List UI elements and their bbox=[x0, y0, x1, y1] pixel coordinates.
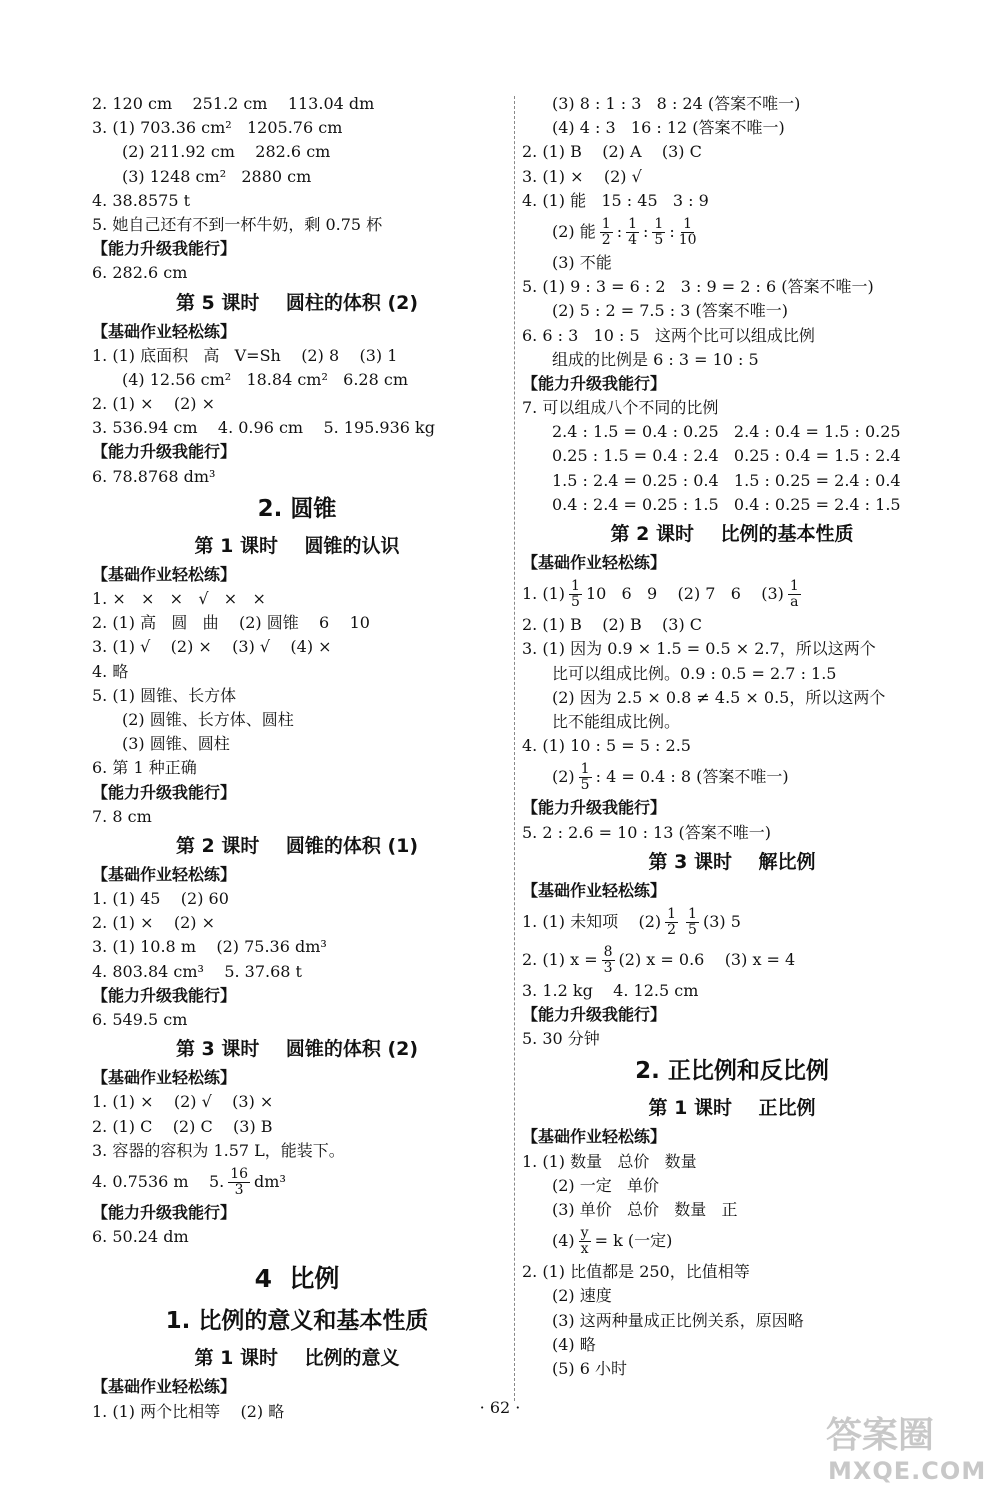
answer-line: (3) 这两种量成正比例关系，原因略 bbox=[552, 1310, 804, 1330]
answer-line: (3) 8 : 1 : 3 8 : 24 (答案不唯一) bbox=[552, 94, 801, 113]
fraction: $\frac{1}{2}$ bbox=[667, 905, 677, 938]
answer-line: (2) 一定 单价 bbox=[552, 1175, 660, 1195]
fraction: $\frac{1}{5}$ bbox=[654, 215, 664, 248]
watermark-logo bbox=[826, 1407, 994, 1489]
section-label: 【基础作业轻松练】 bbox=[522, 1127, 667, 1147]
answer-line: (4) 12.56 cm² 18.84 cm² 6.28 cm bbox=[122, 369, 408, 389]
unit-heading: 4 比例 bbox=[254, 1264, 340, 1294]
answer-line: 1.5 : 2.4 = 0.25 : 0.4 1.5 : 0.25 = 2.4 : 0.4 bbox=[552, 470, 901, 490]
section-label: 【能力升级我能行】 bbox=[92, 239, 237, 259]
answer-line: (2) 211.92 cm 282.6 cm bbox=[122, 142, 331, 162]
fraction: $\frac{1}{4}$ bbox=[628, 215, 637, 248]
answer-line: 4. 略 bbox=[92, 661, 129, 681]
section-label: 【能力升级我能行】 bbox=[522, 373, 667, 393]
answer-line: 2. (1) B (2) A (3) C bbox=[522, 142, 702, 162]
lesson-heading: 第 1 课时 比例的意义 bbox=[194, 1347, 400, 1370]
answer-line: 6. 549.5 cm bbox=[92, 1010, 188, 1029]
answer-line: 6. 第 1 种正确 bbox=[92, 758, 197, 778]
lesson-heading: 第 5 课时 圆柱的体积 (2) bbox=[175, 291, 419, 314]
answer-line: 2.4 : 1.5 = 0.4 : 0.25 2.4 : 0.4 = 1.5 : 0.25 bbox=[552, 422, 901, 442]
watermark-url: MXQE.COM bbox=[828, 1457, 987, 1485]
watermark-text: 答案圈 bbox=[826, 1415, 935, 1456]
page-number: · 62 · bbox=[479, 1398, 521, 1417]
answer-line: 7. 8 cm bbox=[92, 806, 152, 826]
answer-line: 6. 6 : 3 10 : 5 这两个比可以组成比例 bbox=[522, 325, 815, 345]
section-label: 【能力升级我能行】 bbox=[92, 985, 237, 1005]
answer-line: 1. (1) 未知项 (2) $\frac{1}{2}$ $\frac{1}{5}$ (3) 5 bbox=[522, 905, 741, 938]
answer-line: (5) 6 小时 bbox=[552, 1358, 628, 1378]
answer-line: (4) 4 : 3 16 : 12 (答案不唯一) bbox=[552, 118, 785, 138]
answer-line: 5. (1) 圆锥、长方体 bbox=[92, 685, 237, 705]
answer-line: 1. (1) 数量 总价 数量 bbox=[522, 1151, 697, 1171]
section-label: 【基础作业轻松练】 bbox=[92, 564, 237, 584]
chapter-heading: 2. 正比例和反比例 bbox=[635, 1058, 829, 1085]
fraction: $\frac{1}{a}$ bbox=[789, 578, 799, 611]
left-column bbox=[92, 92, 502, 1424]
answer-line: 6. 78.8768 dm³ bbox=[92, 466, 216, 486]
answer-line: 6. 282.6 cm bbox=[92, 263, 188, 283]
lesson-heading: 第 1 课时 正比例 bbox=[648, 1097, 816, 1120]
answer-line: (4) $\frac{y}{x}$ = k (一定) bbox=[552, 1225, 673, 1258]
section-label: 【基础作业轻松练】 bbox=[92, 864, 237, 884]
section-label: 【基础作业轻松练】 bbox=[92, 1068, 237, 1088]
section-label: 【基础作业轻松练】 bbox=[522, 880, 667, 900]
section-label: 【能力升级我能行】 bbox=[522, 1005, 667, 1025]
answer-line: 3. (1) 10.8 m (2) 75.36 dm³ bbox=[92, 937, 327, 957]
answer-line: (2) 因为 2.5 × 0.8 ≠ 4.5 × 0.5，所以这两个 bbox=[552, 687, 886, 707]
section-label: 【基础作业轻松练】 bbox=[522, 553, 667, 572]
answer-line: 0.4 : 2.4 = 0.25 : 1.5 0.4 : 0.25 = 2.4 : 1.5 bbox=[552, 494, 901, 514]
answer-line: 3. 536.94 cm 4. 0.96 cm 5. 195.936 kg bbox=[92, 418, 435, 438]
answer-line: 2. (1) x = $\frac{8}{3}$ (2) x = 0.6 (3) x = 4 bbox=[522, 943, 796, 976]
section-label: 【能力升级我能行】 bbox=[92, 782, 237, 802]
fraction: $\frac{y}{x}$ bbox=[580, 1225, 589, 1258]
chapter-heading: 1. 比例的意义和基本性质 bbox=[165, 1308, 429, 1335]
fraction: $\frac{1}{2}$ bbox=[601, 215, 611, 248]
answer-line: 4. 803.84 cm³ 5. 37.68 t bbox=[92, 961, 302, 981]
answer-line: 4. (1) 能 15 : 45 3 : 9 bbox=[522, 190, 709, 210]
section-label: 【基础作业轻松练】 bbox=[92, 1377, 237, 1397]
answer-line: (2) 能 $\frac{1}{2}$ : $\frac{1}{4}$ : $\frac{1}{5}$ : $\frac{1}{10}$ bbox=[552, 215, 697, 248]
answer-line: 2. (1) × (2) × bbox=[92, 913, 216, 933]
fraction: $\frac{1}{5}$ bbox=[580, 761, 590, 794]
section-label: 【能力升级我能行】 bbox=[522, 798, 667, 818]
answer-line: 4. (1) 10 : 5 = 5 : 2.5 bbox=[522, 736, 691, 756]
answer-line: 1. (1) $\frac{1}{5}$ 10 6 9 (2) 7 6 (3) $\frac{1}{a}$ bbox=[522, 578, 799, 611]
answer-line: (2) $\frac{1}{5}$ : 4 = 0.4 : 8 (答案不唯一) bbox=[552, 761, 789, 794]
lesson-heading: 第 3 课时 圆锥的体积 (2) bbox=[175, 1038, 419, 1061]
lesson-heading: 第 1 课时 圆锥的认识 bbox=[194, 534, 400, 557]
answer-line: 比不能组成比例。 bbox=[552, 711, 681, 731]
answer-line: (2) 5 : 2 = 7.5 : 3 (答案不唯一) bbox=[552, 301, 789, 321]
answer-line: 2. 120 cm 251.2 cm 113.04 dm bbox=[92, 94, 375, 113]
lesson-heading: 第 2 课时 比例的基本性质 bbox=[610, 523, 854, 545]
answer-line: 7. 可以组成八个不同的比例 bbox=[522, 398, 719, 418]
answer-line: (3) 不能 bbox=[552, 252, 612, 272]
section-label: 【基础作业轻松练】 bbox=[92, 321, 237, 341]
answer-line: (3) 1248 cm² 2880 cm bbox=[122, 166, 312, 186]
section-label: 【能力升级我能行】 bbox=[92, 442, 237, 462]
answer-line: (3) 单价 总价 数量 正 bbox=[552, 1200, 738, 1219]
answer-line: 比可以组成比例。0.9 : 0.5 = 2.7 : 1.5 bbox=[552, 663, 837, 683]
answer-line: (3) 圆锥、圆柱 bbox=[122, 734, 230, 754]
answer-line: 2. (1) × (2) × bbox=[92, 394, 216, 414]
section-label: 【能力升级我能行】 bbox=[92, 1202, 237, 1222]
fraction: $\frac{8}{3}$ bbox=[603, 943, 613, 976]
right-column bbox=[522, 92, 942, 1381]
answer-line: 1. × × × √ × × bbox=[92, 589, 266, 608]
answer-line: 0.25 : 1.5 = 0.4 : 2.4 0.25 : 0.4 = 1.5 : 2.4 bbox=[552, 446, 901, 466]
answer-line: 3. (1) × (2) √ bbox=[522, 166, 642, 186]
fraction: $\frac{1}{5}$ bbox=[571, 578, 580, 611]
answer-line: 5. 2 : 2.6 = 10 : 13 (答案不唯一) bbox=[522, 822, 771, 842]
answer-line: 3. (1) 703.36 cm² 1205.76 cm bbox=[92, 118, 343, 138]
answer-line: 5. (1) 9 : 3 = 6 : 2 3 : 9 = 2 : 6 (答案不唯一) bbox=[522, 277, 874, 297]
answer-line: 组成的比例是 6 : 3 = 10 : 5 bbox=[552, 349, 759, 369]
answer-line: 3. (1) 因为 0.9 × 1.5 = 0.5 × 2.7，所以这两个 bbox=[522, 639, 876, 659]
answer-line: 6. 50.24 dm bbox=[92, 1227, 189, 1247]
fraction: $\frac{1}{5}$ bbox=[688, 905, 697, 938]
answer-line: 1. (1) × (2) √ (3) × bbox=[92, 1092, 274, 1112]
answer-line: 3. 1.2 kg 4. 12.5 cm bbox=[522, 980, 699, 1000]
lesson-heading: 第 3 课时 解比例 bbox=[648, 850, 816, 873]
answer-line: 2. (1) 比值都是 250，比值相等 bbox=[522, 1262, 750, 1282]
answer-line: 1. (1) 45 (2) 60 bbox=[92, 889, 229, 909]
answer-line: 5. 30 分钟 bbox=[522, 1029, 600, 1049]
answer-line: (2) 速度 bbox=[552, 1286, 612, 1306]
answer-line: 4. 38.8575 t bbox=[92, 190, 191, 210]
answer-line: 4. 0.7536 m 5. $\frac{16}{3}$ dm³ bbox=[92, 1165, 286, 1198]
lesson-heading: 第 2 课时 圆锥的体积 (1) bbox=[175, 834, 419, 857]
answer-line: (2) 圆锥、长方体、圆柱 bbox=[122, 709, 294, 729]
fraction: $\frac{16}{3}$ bbox=[230, 1165, 249, 1198]
answer-line: 2. (1) C (2) C (3) B bbox=[92, 1116, 273, 1136]
answer-line: (4) 略 bbox=[552, 1334, 596, 1354]
answer-line: 5. 她自己还有不到一杯牛奶，剩 0.75 杯 bbox=[92, 214, 383, 234]
answer-line: 2. (1) 高 圆 曲 (2) 圆锥 6 10 bbox=[92, 613, 370, 633]
answer-line: 1. (1) 底面积 高 V=Sh (2) 8 (3) 1 bbox=[92, 345, 398, 365]
column-divider bbox=[514, 96, 515, 1401]
fraction: $\frac{1}{10}$ bbox=[678, 215, 697, 248]
answer-line: 3. (1) √ (2) × (3) √ (4) × bbox=[92, 637, 332, 657]
answer-line: 1. (1) 两个比相等 (2) 略 bbox=[92, 1401, 285, 1421]
answer-line: 3. 容器的容积为 1.57 L，能装下。 bbox=[92, 1140, 345, 1160]
chapter-heading: 2. 圆锥 bbox=[257, 495, 337, 522]
answer-line: 2. (1) B (2) B (3) C bbox=[522, 615, 703, 635]
